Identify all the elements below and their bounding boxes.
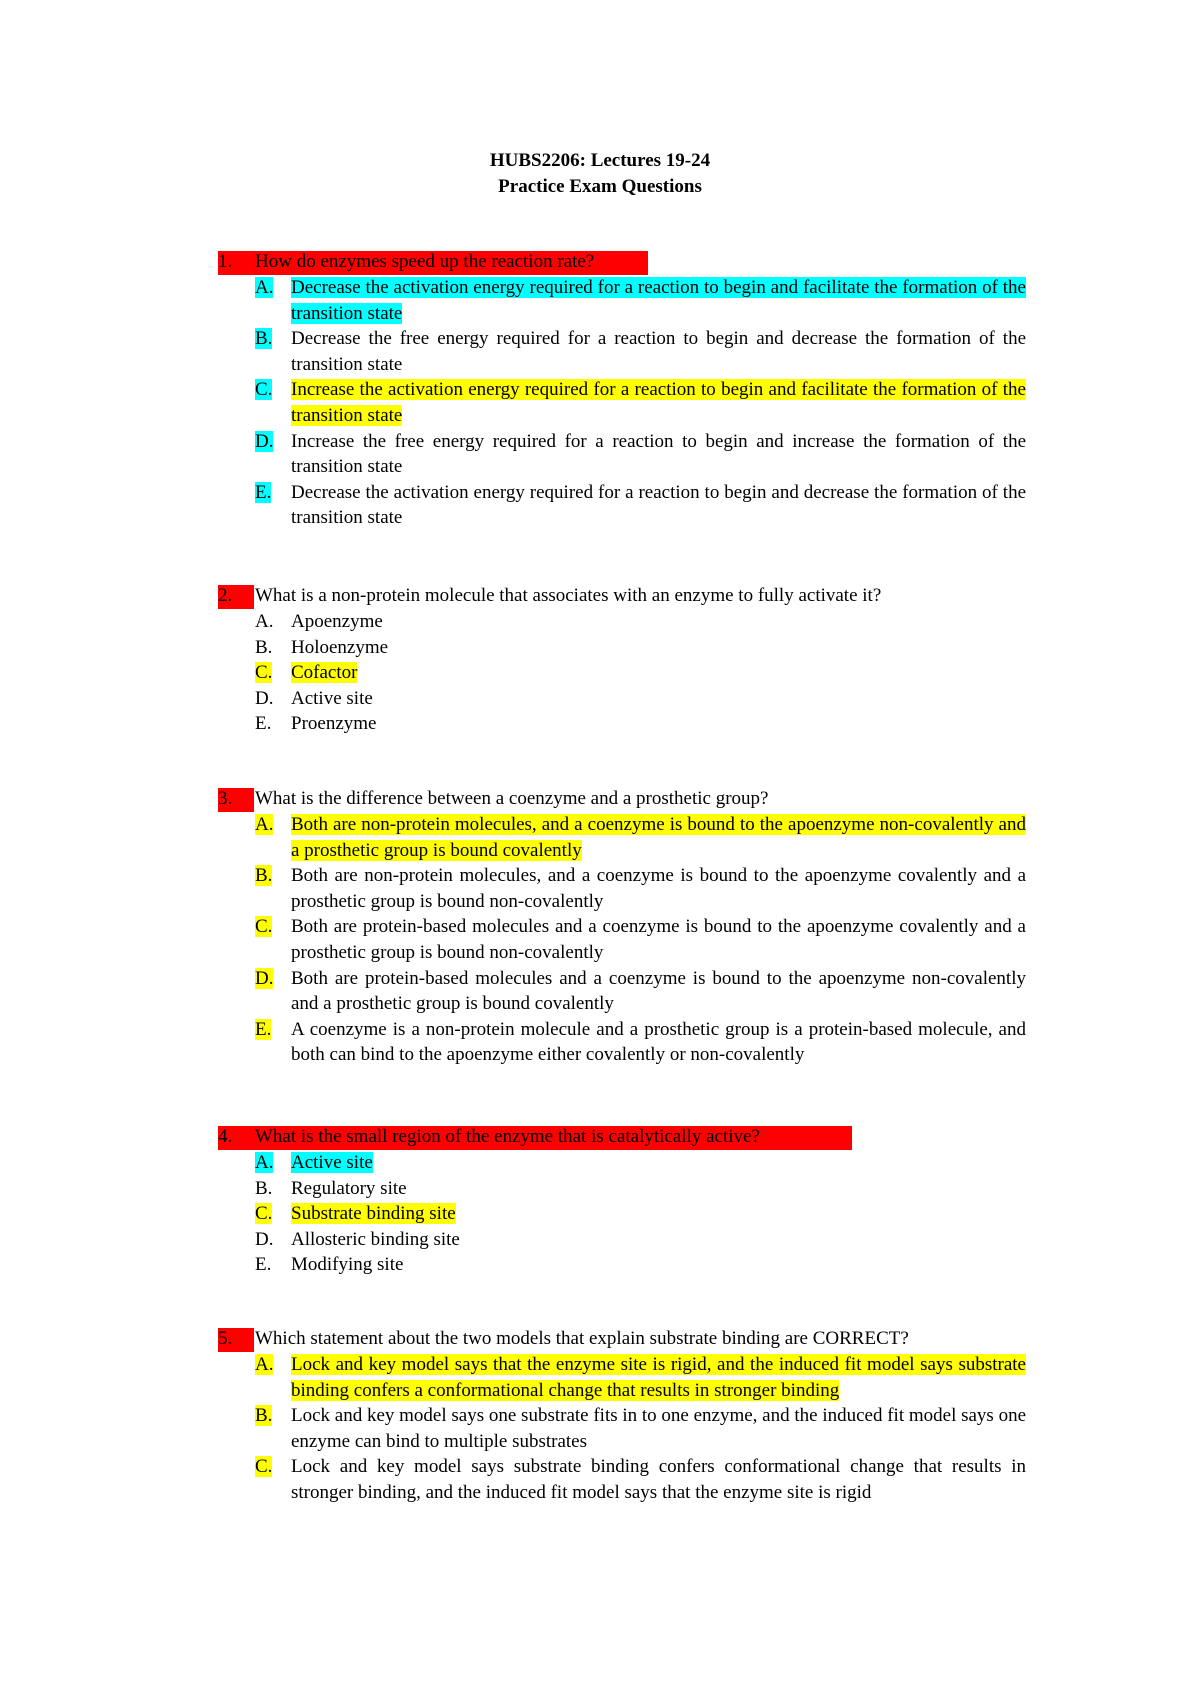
answer-option — [218, 1150, 1026, 1176]
answer-option — [218, 1176, 1026, 1202]
option-text: Both are protein-based molecules and a coenzyme is bound to the apoenzyme non-covalently and a prosthetic group is bound covalently — [291, 967, 1026, 1015]
question-number: 3. — [218, 788, 233, 809]
answer-option — [218, 1201, 1026, 1227]
option-text: Both are non-protein molecules, and a coenzyme is bound to the apoenzyme covalently and a prosthetic group is bound non-covalently — [291, 865, 1026, 912]
option-letter: D. — [255, 1228, 274, 1250]
answer-option — [218, 429, 1026, 480]
option-text: Decrease the activation energy required for a reaction to begin and decrease the formation of the transition state — [291, 481, 1026, 529]
option-text: Decrease the free energy required for a reaction to begin and decrease the formation of the transition state — [291, 328, 1026, 375]
question-1 — [218, 249, 1026, 531]
option-letter: A. — [255, 1152, 274, 1173]
option-letter: A. — [255, 611, 274, 632]
question-number: 4. — [218, 1126, 233, 1147]
option-letter: E. — [255, 713, 272, 735]
answer-option — [218, 1454, 1026, 1505]
option-text: Lock and key model says substrate binding confers conformational change that results in stronger binding, and the induced fit model says that the enzyme site is rigid — [291, 1456, 1026, 1503]
answer-option — [218, 812, 1026, 863]
option-text: Increase the free energy required for a reaction to begin and increase the formation of the transition state — [291, 430, 1026, 478]
answer-option — [218, 686, 1026, 712]
option-text: Modifying site — [291, 1254, 404, 1276]
option-text: Active site — [291, 687, 373, 709]
answer-option — [218, 480, 1026, 531]
answer-option — [218, 377, 1026, 428]
option-text: Apoenzyme — [291, 611, 383, 632]
question-number: 5. — [218, 1328, 233, 1349]
option-letter: C. — [255, 379, 273, 401]
option-text: Lock and key model says that the enzyme site is rigid, and the induced fit model says substrate binding confers a conformational change that results in stronger binding — [291, 1354, 1026, 1401]
question-number: 2. — [218, 585, 233, 606]
option-text: Increase the activation energy required for a reaction to begin and facilitate the formation of the transition state — [291, 379, 1026, 426]
question-4-header — [218, 1124, 1026, 1150]
option-text: A coenzyme is a non-protein molecule and a prosthetic group is a protein-based molecule, and both can bind to the apoenzyme either covalently or non-covalently — [291, 1018, 1026, 1066]
option-letter: E. — [255, 481, 272, 503]
option-letter: D. — [255, 430, 274, 452]
question-3-header — [218, 786, 1026, 812]
question-2 — [218, 583, 1026, 737]
question-5-header — [218, 1326, 1026, 1352]
question-number: 1. — [218, 251, 233, 272]
question-text: How do enzymes speed up the reaction rate? — [255, 251, 595, 272]
question-3 — [218, 786, 1026, 1068]
option-letter: B. — [255, 636, 273, 658]
answer-option — [218, 914, 1026, 965]
answer-option — [218, 711, 1026, 737]
question-text: What is the small region of the enzyme that is catalytically active? — [255, 1126, 760, 1147]
answer-option — [218, 326, 1026, 377]
option-letter: A. — [255, 814, 274, 835]
question-1-header — [218, 249, 1026, 275]
option-letter: C. — [255, 1456, 273, 1478]
option-letter: C. — [255, 662, 273, 684]
option-letter: D. — [255, 687, 274, 709]
option-letter: B. — [255, 1177, 273, 1199]
option-letter: C. — [255, 1203, 273, 1225]
answer-option — [218, 1252, 1026, 1278]
option-letter: A. — [255, 277, 274, 298]
option-text: Both are non-protein molecules, and a coenzyme is bound to the apoenzyme non-covalently and a prosthetic group is bound covalently — [291, 814, 1026, 861]
option-letter: B. — [255, 328, 273, 350]
question-2-header — [218, 583, 1026, 609]
option-letter: B. — [255, 1405, 273, 1427]
option-text: Decrease the activation energy required for a reaction to begin and facilitate the formation of the transition state — [291, 277, 1026, 324]
option-text: Proenzyme — [291, 713, 377, 735]
question-5 — [218, 1326, 1026, 1506]
option-text: Substrate binding site — [291, 1203, 456, 1225]
question-text: Which statement about the two models that explain substrate binding are CORRECT? — [255, 1328, 909, 1349]
option-letter: B. — [255, 865, 273, 887]
question-text: What is the difference between a coenzyme and a prosthetic group? — [255, 788, 769, 809]
question-4 — [218, 1124, 1026, 1278]
answer-option — [218, 1403, 1026, 1454]
option-text: Active site — [291, 1152, 373, 1173]
option-text: Lock and key model says one substrate fits in to one enzyme, and the induced fit model says one enzyme can bind to multiple substrates — [291, 1405, 1027, 1452]
answer-option — [218, 1227, 1026, 1253]
answer-option — [218, 863, 1026, 914]
answer-option — [218, 275, 1026, 326]
answer-option — [218, 635, 1026, 661]
answer-option — [218, 1352, 1026, 1403]
document-title: HUBS2206: Lectures 19-24 — [489, 150, 711, 171]
option-letter: D. — [255, 967, 274, 989]
option-letter: E. — [255, 1254, 272, 1276]
option-letter: C. — [255, 916, 273, 938]
option-letter: E. — [255, 1018, 272, 1040]
document-subtitle: Practice Exam Questions — [498, 176, 702, 197]
option-text: Holoenzyme — [291, 636, 389, 658]
answer-option — [218, 1017, 1026, 1068]
option-text: Regulatory site — [291, 1177, 407, 1199]
answer-option — [218, 966, 1026, 1017]
answer-option — [218, 609, 1026, 635]
option-text: Cofactor — [291, 662, 358, 684]
answer-option — [218, 660, 1026, 686]
question-text: What is a non-protein molecule that associates with an enzyme to fully activate it? — [255, 585, 882, 606]
option-text: Allosteric binding site — [291, 1228, 460, 1250]
option-text: Both are protein-based molecules and a coenzyme is bound to the apoenzyme covalently and a prosthetic group is bound non-covalently — [291, 916, 1026, 963]
option-letter: A. — [255, 1354, 274, 1375]
